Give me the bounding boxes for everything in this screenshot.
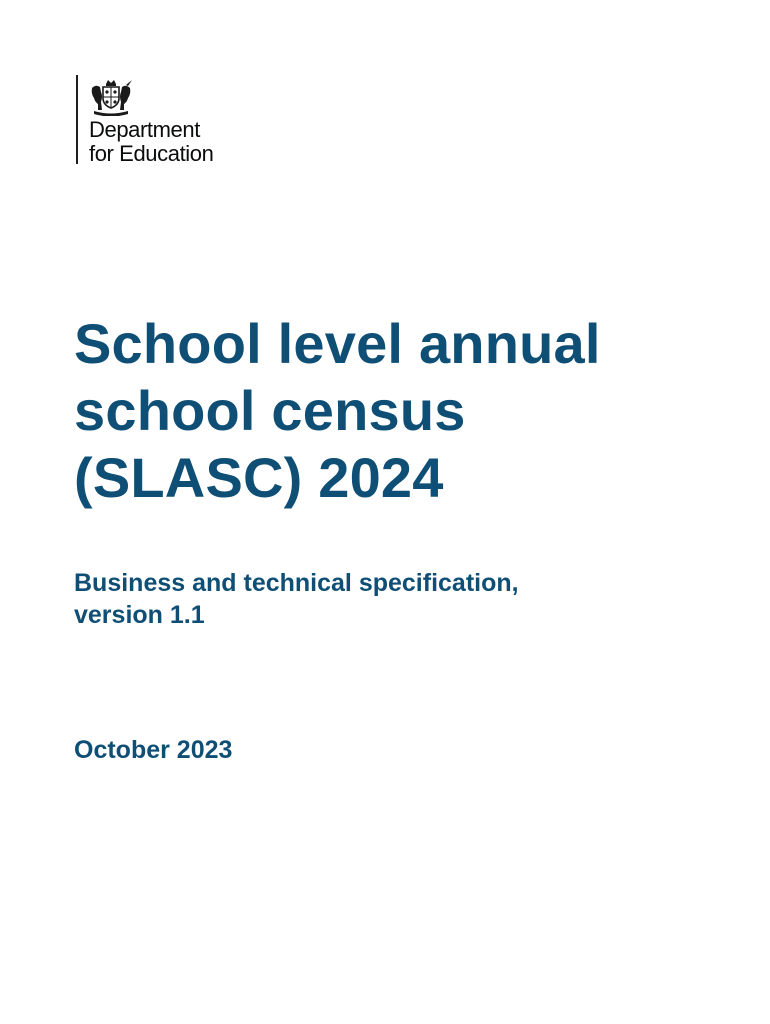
subtitle-line-1: Business and technical specification, [74,569,519,597]
logo-line-department: Department [89,117,200,142]
logo-divider-rule [76,75,78,164]
logo-line-for-education: for Education [89,141,214,166]
subtitle-line-2: version 1.1 [74,601,205,629]
title-line-2: school census [74,379,466,442]
document-title [74,310,714,511]
title-line-3: (SLASC) 2024 [74,446,444,509]
document-subtitle [74,567,714,631]
royal-coat-of-arms-icon [88,78,134,116]
title-line-1: School level annual [74,312,601,375]
department-logo [76,75,246,167]
logo-wordmark [89,118,213,166]
publication-date: October 2023 [74,736,233,764]
